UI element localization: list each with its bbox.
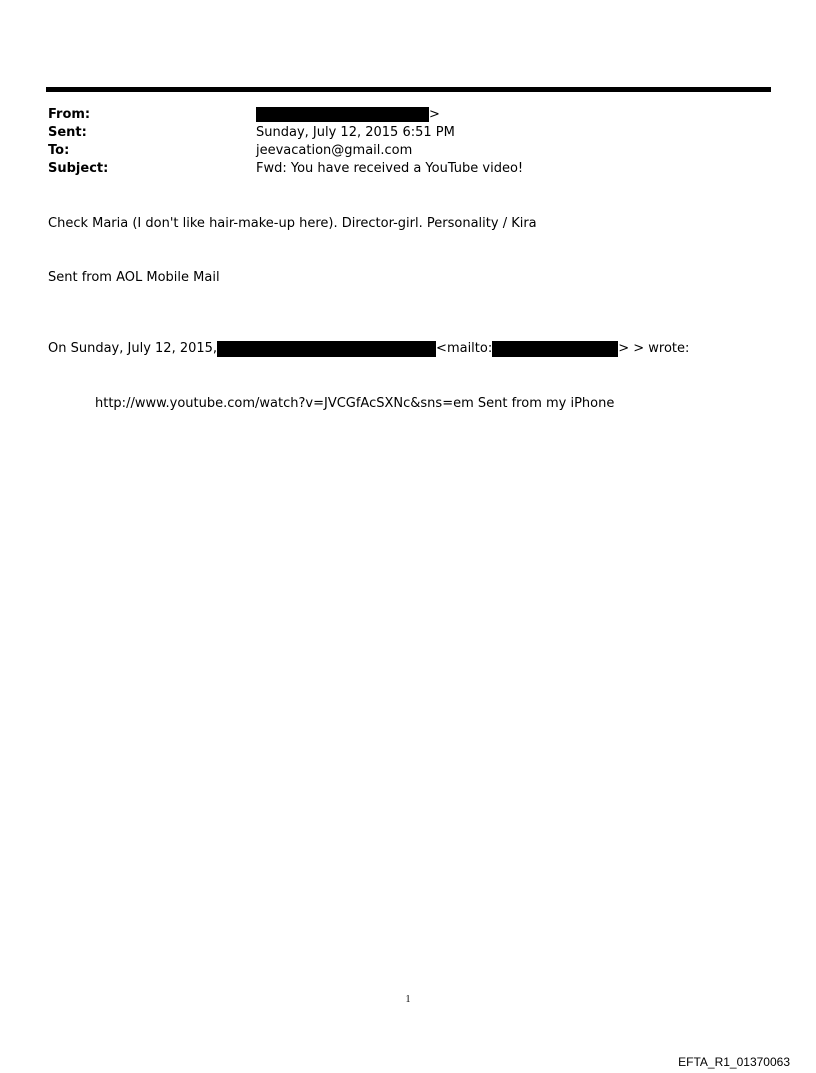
to-value: jeevacation@gmail.com bbox=[256, 143, 413, 158]
page-number: 1 bbox=[405, 994, 411, 1005]
from-suffix: > bbox=[429, 107, 440, 122]
quoted-message: http://www.youtube.com/watch?v=JVCGfAcSXNc&sns=em Sent from my iPhone bbox=[95, 396, 615, 411]
reply-header bbox=[48, 340, 689, 358]
to-label: To: bbox=[48, 143, 70, 158]
reply-prefix: On Sunday, July 12, 2015, bbox=[48, 341, 218, 356]
message-line-1: Check Maria (I don't like hair-make-up here). Director-girl. Personality / Kira bbox=[48, 216, 537, 231]
redaction-block bbox=[217, 341, 436, 357]
header-rule bbox=[46, 87, 771, 92]
from-label: From: bbox=[48, 107, 91, 122]
from-value bbox=[256, 106, 440, 124]
sent-label: Sent: bbox=[48, 125, 87, 140]
reply-suffix: > > wrote: bbox=[618, 341, 690, 356]
message-line-2: Sent from AOL Mobile Mail bbox=[48, 270, 220, 285]
subject-value: Fwd: You have received a YouTube video! bbox=[256, 161, 524, 176]
subject-label: Subject: bbox=[48, 161, 109, 176]
bates-number: EFTA_R1_01370063 bbox=[678, 1055, 790, 1069]
reply-mailto: <mailto: bbox=[436, 341, 493, 356]
redaction-block bbox=[256, 107, 429, 122]
sent-value: Sunday, July 12, 2015 6:51 PM bbox=[256, 125, 455, 140]
redaction-block bbox=[492, 341, 618, 357]
